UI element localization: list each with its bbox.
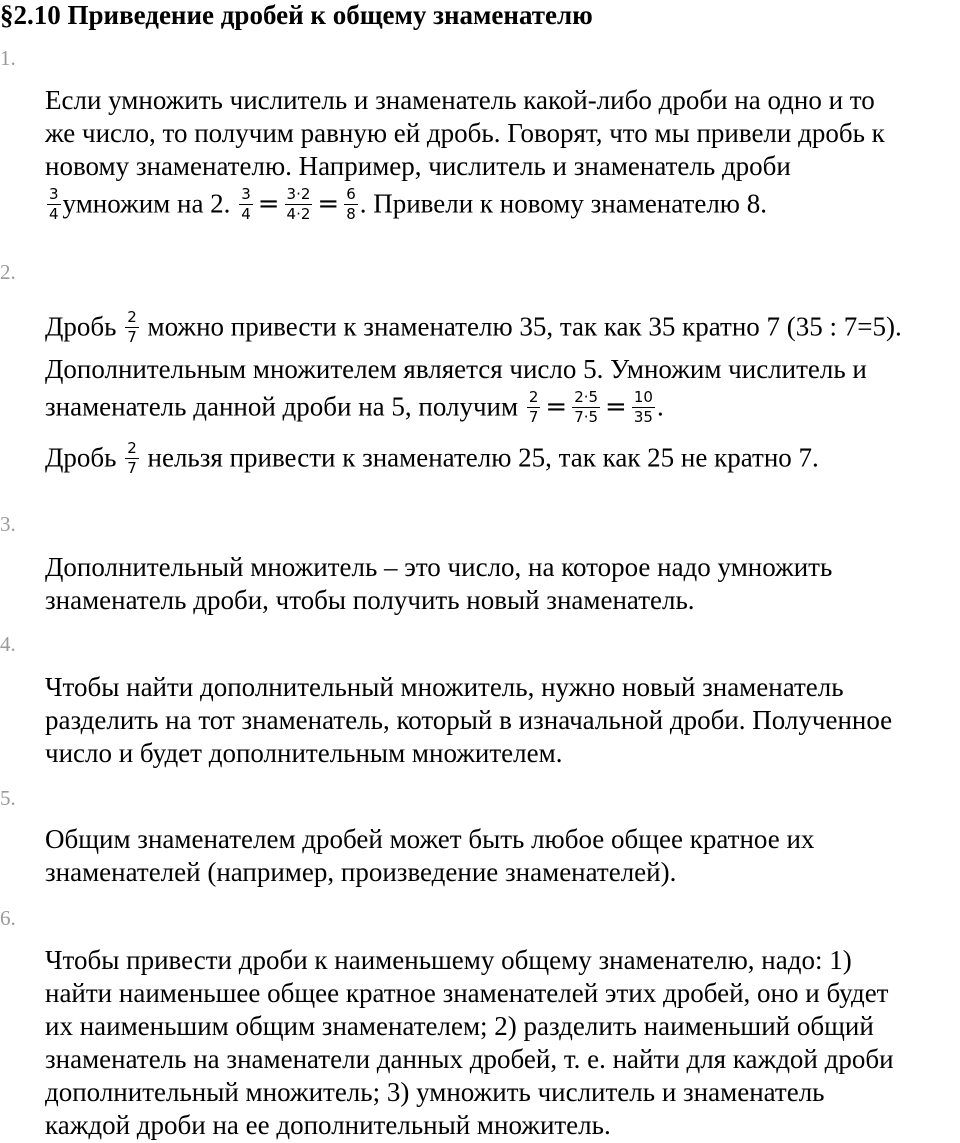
fraction-denominator: 35: [633, 408, 653, 426]
paragraph-line: разделить на тот знаменатель, который в изначальной дроби. Полученное: [45, 705, 893, 735]
paragraph-1: [45, 84, 885, 226]
fraction-example-line: [45, 441, 902, 480]
item-number: 4.: [0, 632, 16, 656]
fraction-denominator: 4: [241, 205, 251, 223]
paragraph-3: [45, 551, 832, 617]
item-number: 2.: [0, 260, 16, 284]
fraction-denominator: 7: [528, 408, 539, 426]
paragraph-line: найти наименьшее общее кратное знаменателей этих дробей, оно и будет: [45, 978, 889, 1008]
inline-text: умножим на 2.: [62, 188, 231, 219]
equals-sign: =: [605, 392, 627, 422]
fraction-numerator: 2: [127, 439, 137, 457]
paragraph-line: Если умножить числитель и знаменатель какой-либо дроби на одно и то: [45, 85, 875, 115]
fraction-example-line: [45, 310, 902, 349]
equals-sign: =: [257, 189, 280, 219]
page-title: §2.10 Приведение дробей к общему знаменателю: [0, 0, 593, 30]
paragraph-5: [45, 823, 814, 889]
paragraph-4: [45, 671, 892, 770]
fraction-denominator: 7: [127, 328, 137, 346]
paragraph-line: знаменателей (например, произведение знаменателей).: [45, 857, 677, 887]
paragraph-line: Общим знаменателем дробей может быть любое общее кратное их: [45, 824, 815, 854]
fraction: [47, 185, 61, 224]
paragraph-line: же число, то получим равную ей дробь. Говорят, что мы привели дробь к: [45, 118, 885, 148]
paragraph-line: знаменатель на знаменатели данных дробей, т. е. найти для каждой дроби: [45, 1044, 894, 1074]
fraction-numerator: 2: [528, 388, 539, 406]
inline-text: Дробь: [45, 311, 117, 342]
inline-text: Дробь: [45, 442, 117, 473]
fraction-numerator: 6: [346, 185, 356, 203]
paragraph-line: знаменатель дроби, чтобы получить новый знаменатель.: [45, 585, 695, 615]
fraction-denominator: 7·5: [574, 408, 599, 426]
equals-sign: =: [317, 189, 340, 219]
fraction-denominator: 4: [49, 205, 59, 223]
item-number: 5.: [0, 786, 16, 810]
paragraph-line: каждой дроби на ее дополнительный множитель.: [45, 1110, 611, 1140]
fraction-numerator: 3: [49, 185, 59, 203]
paragraph-line: Дополнительным множителем является число 5. Умножим числитель и: [45, 354, 867, 384]
fraction-numerator: 2: [127, 308, 137, 326]
fraction: [572, 388, 600, 427]
inline-text: нельзя привести к знаменателю 25, так как 25 не кратно 7.: [147, 442, 819, 473]
paragraph-line: их наименьшим общим знаменателем; 2) разделить наименьший общий: [45, 1011, 874, 1041]
inline-text: . Привели к новому знаменателю 8.: [359, 188, 767, 219]
inline-text: .: [656, 391, 664, 422]
fraction-denominator: 7: [127, 459, 137, 477]
paragraph-line: Чтобы привести дроби к наименьшему общему знаменателю, надо: 1): [45, 945, 852, 975]
fraction-example-line: [45, 187, 885, 226]
fraction: [239, 185, 253, 224]
paragraph-line: дополнительный множитель; 3) умножить числитель и знаменатель: [45, 1077, 825, 1107]
fraction-numerator: 2·5: [574, 388, 599, 406]
paragraph-line: число и будет дополнительным множителем.: [45, 738, 563, 768]
fraction: [632, 388, 655, 427]
inline-text: можно привести к знаменателю 35, так как 35 кратно 7 (35 : 7=5).: [147, 311, 902, 342]
equals-sign: =: [545, 392, 568, 422]
fraction-denominator: 8: [346, 205, 356, 223]
fraction: [344, 185, 358, 224]
fraction: [125, 308, 139, 347]
fraction: [285, 185, 313, 224]
fraction-example-line: [45, 390, 902, 429]
item-number: 3.: [0, 512, 16, 536]
paragraph-6: [45, 944, 894, 1142]
paragraph-line: Чтобы найти дополнительный множитель, нужно новый знаменатель: [45, 672, 844, 702]
inline-text: знаменатель данной дроби на 5, получим: [45, 391, 519, 422]
fraction: [125, 439, 139, 478]
fraction-numerator: 10: [633, 388, 653, 406]
fraction-denominator: 4·2: [286, 205, 311, 223]
fraction: [527, 388, 541, 427]
fraction-numerator: 3·2: [286, 185, 311, 203]
item-number: 6.: [0, 906, 16, 930]
paragraph-line: новому знаменателю. Например, числитель и знаменатель дроби: [45, 151, 791, 181]
paragraph-2: [45, 310, 902, 480]
paragraph-line: Дополнительный множитель – это число, на которое надо умножить: [45, 552, 833, 582]
fraction-numerator: 3: [241, 185, 251, 203]
item-number: 1.: [0, 46, 16, 70]
